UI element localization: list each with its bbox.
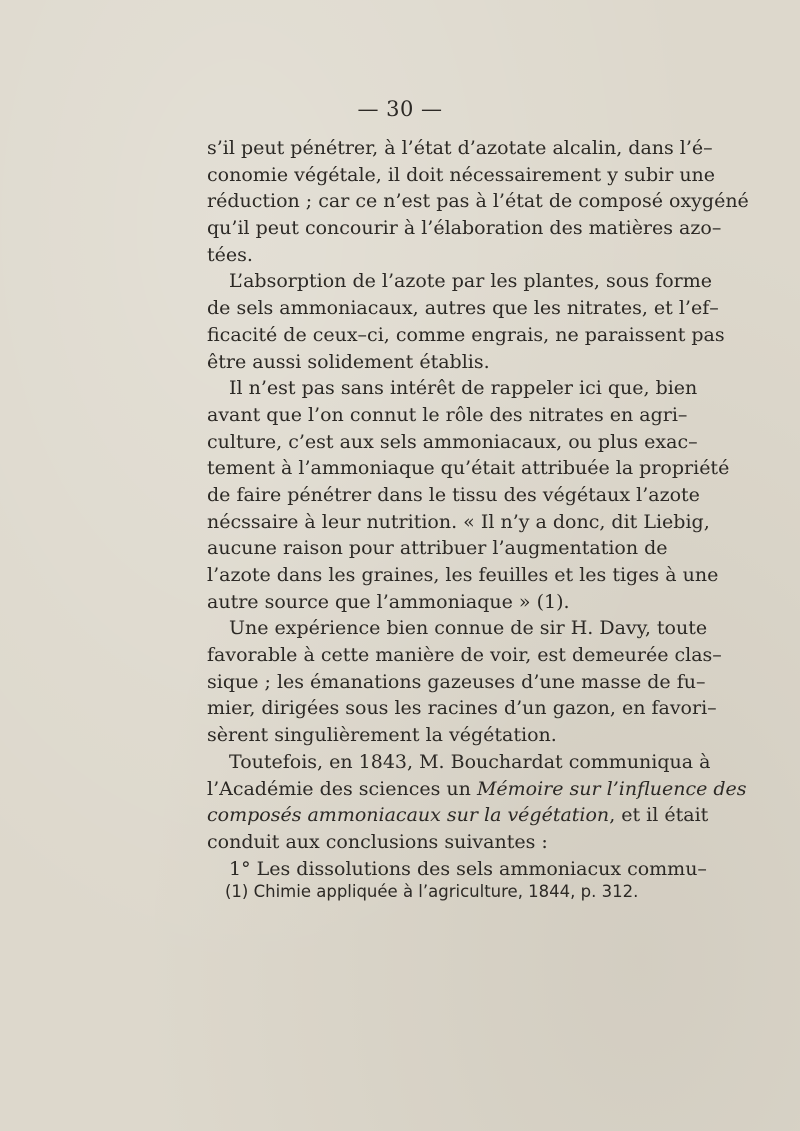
text-line: Il n’est pas sans intérêt de rappeler ici que, bien	[229, 377, 698, 400]
text-line: tement à l’ammoniaque qu’était attribuée la propriété	[207, 457, 730, 480]
memoire-title-part2: composés ammoniacaux sur la végétation	[207, 804, 610, 827]
text-line: de faire pénétrer dans le tissu des végétaux l’azote	[207, 483, 700, 506]
text-line: être aussi solidement établis.	[207, 350, 490, 373]
text-line: de sels ammoniacaux, autres que les nitrates, et l’ef–	[207, 297, 719, 320]
line-text: l’Académie des sciences un	[207, 777, 477, 800]
text-line: mier, dirigées sous les racines d’un gazon, en favori–	[207, 697, 717, 720]
footnote: (1) Chimie appliquée à l’agriculture, 1844, p. 312.	[225, 882, 639, 901]
line-text: , et il était	[609, 804, 709, 827]
text-line: conduit aux conclusions suivantes :	[207, 830, 548, 853]
text-line: Toutefois, en 1843, M. Bouchardat communiqua à	[229, 750, 711, 773]
page-number: — 30 —	[357, 97, 443, 121]
text-line: s’il peut pénétrer, à l’état d’azotate alcalin, dans l’é–	[207, 137, 713, 159]
text-line: L’absorption de l’azote par les plantes, sous forme	[229, 270, 712, 293]
text-line: ficacité de ceux–ci, comme engrais, ne paraissent pas	[207, 323, 725, 346]
text-line: nécssaire à leur nutrition. « Il n’y a donc, dit Liebig,	[207, 510, 710, 533]
text-line	[207, 802, 709, 829]
text-line: 1° Les dissolutions des sels ammoniacux commu–	[229, 857, 707, 880]
text-line: culture, c’est aux sels ammoniacaux, ou plus exac–	[207, 430, 698, 453]
text-line: l’azote dans les graines, les feuilles et les tiges à une	[207, 564, 719, 586]
text-line: avant que l’on connut le rôle des nitrates en agri–	[207, 403, 688, 426]
text-line: tées.	[207, 243, 253, 266]
text-line: réduction ; car ce n’est pas à l’état de composé oxygéné	[207, 190, 749, 213]
text-line: qu’il peut concourir à l’élaboration des matières azo–	[207, 217, 722, 240]
text-line: autre source que l’ammoniaque » (1).	[207, 590, 570, 613]
body-text	[207, 135, 749, 882]
memoire-title-part1: Mémoire sur l’influence des	[476, 777, 747, 800]
text-line: sique ; les émanations gazeuses d’une masse de fu–	[207, 670, 706, 693]
text-line: sèrent singulièrement la végétation.	[207, 724, 557, 747]
text-line: favorable à cette manière de voir, est demeurée clas–	[207, 644, 722, 667]
text-line	[207, 776, 747, 803]
text-line: aucune raison pour attribuer l’augmentation de	[207, 537, 668, 560]
text-line: Une expérience bien connue de sir H. Davy, toute	[229, 617, 708, 640]
text-line: conomie végétale, il doit nécessairement y subir une	[207, 163, 716, 186]
